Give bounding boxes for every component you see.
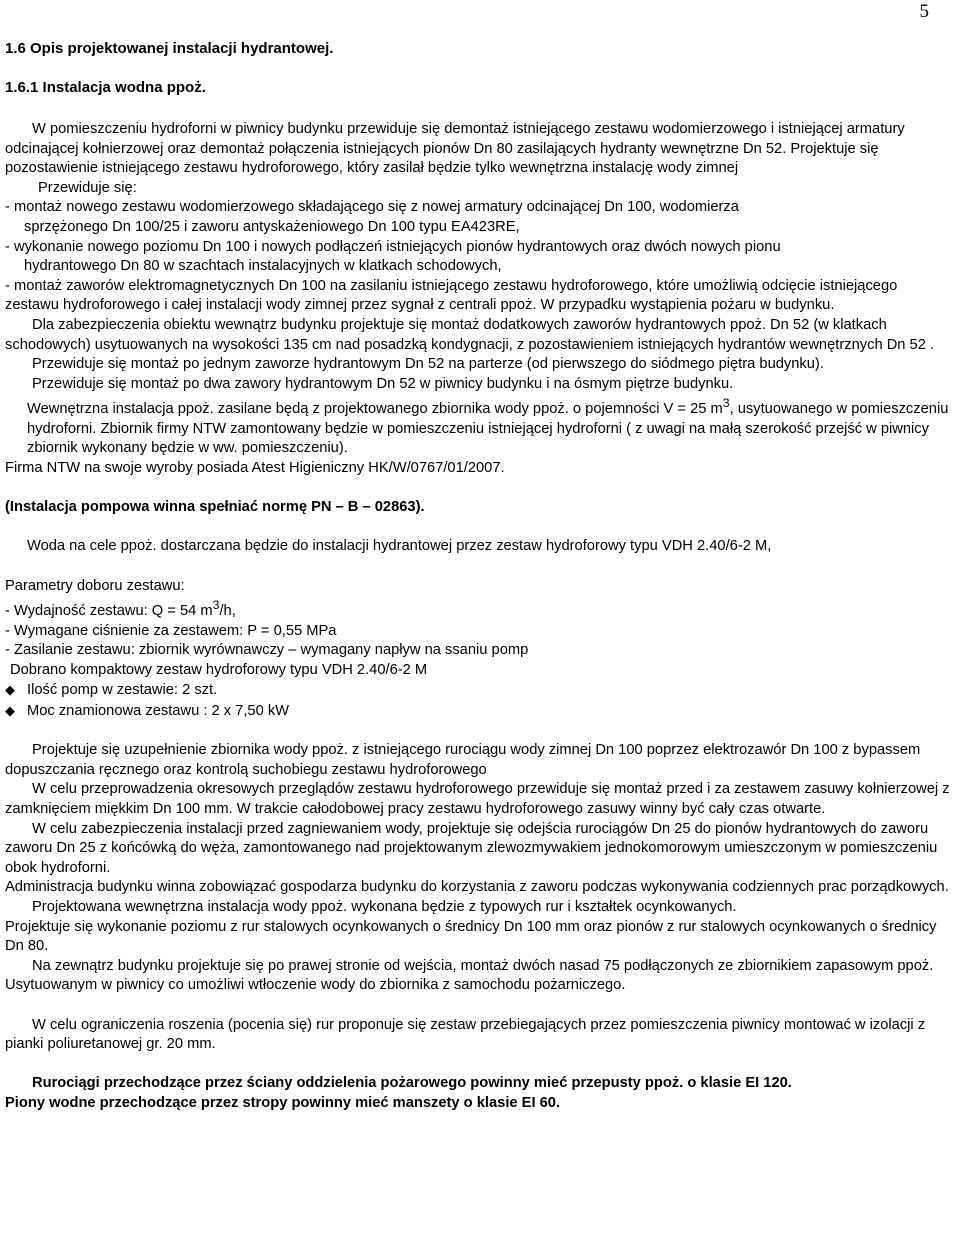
bullet-text: Moc znamionowa zestawu : 2 x 7,50 kW — [27, 703, 290, 719]
list-item-montaz-zestawu: - montaż nowego zestawu wodomierzowego składającego się z nowej armatury odcinającej Dn 100, wodomierza — [5, 199, 739, 216]
superscript: 3 — [722, 396, 730, 411]
wydajnosc-text-a: - Wydajność zestawu: Q = 54 m — [5, 603, 213, 620]
paragraph-przeglady: W celu przeprowadzenia okresowych przeglądów zestawu hydroforowego przewiduje się montaż przed i za zestawem zasuwy kołnierzowej z zamknięciem miękkim Dn 100 mm. W trakcie całodobowej pracy zestawu hydroforowego zasuwy winny być cały czas otwarte. — [5, 781, 950, 817]
paragraph-jeden-zawor: Przewiduje się montaż po jednym zaworze hydrantowym Dn 52 na parterze (od pierwszego do siódmego piętra budynku). — [32, 356, 824, 373]
paragraph-poziom-rur: Projektuje się wykonanie poziomu z rur stalowych ocynkowanych o średnicy Dn 100 mm oraz pionów z rur stalowych ocynkowanych o średnicy Dn 80. — [5, 918, 937, 955]
bullet-moc — [5, 701, 953, 722]
bullet-text: Ilość pomp w zestawie: 2 szt. — [27, 682, 218, 699]
paragraph-dwa-zawory: Przewiduje się montaż po dwa zawory hydrantowym Dn 52 w piwnicy budynku i na ósmym piętrze budynku. — [32, 375, 734, 392]
param-wydajnosc — [5, 596, 953, 621]
param-dobrano: Dobrano kompaktowy zestaw hydroforowy typu VDH 2.40/6-2 M — [10, 661, 428, 678]
param-zasilanie: - Zasilanie zestawu: zbiornik wyrównawczy – wymagany napływ na ssaniu pomp — [5, 642, 529, 659]
paragraph-parametry: Parametry doboru zestawu: — [5, 577, 185, 594]
bullet-ilosc-pomp — [5, 680, 953, 701]
paragraph-zabezpieczenie: Dla zabezpieczenia obiektu wewnątrz budynku projektuje się montaż dodatkowych zaworów hydrantowych ppoż. Dn 52 (w klatkach schodowych) usytuowanych na wysokości 135 cm nad posadzką kondygnacji, z pozostawieniem istniejących hydrantów wewnętrznych Dn 52 . — [5, 316, 935, 353]
paragraph-przewiduje: Przewiduje się: — [38, 179, 137, 196]
page-number: 5 — [919, 1, 929, 22]
list-item-zawory-elektromagnetyczne: - montaż zaworów elektromagnetycznych Dn 100 na zasilaniu istniejącego zestawu hydroforowego, które umożliwią odcięcie istniejącego zestawu hydroforowego i całej instalacji wody zimnej przez sygnał z centrali ppoż. W przypadku wystąpienia pożaru w budynku. — [5, 277, 898, 314]
paragraph-nasady: Na zewnątrz budynku projektuje się po prawej stronie od wejścia, montaż dwóch nasad 75 podłączonych ze zbiornikiem zapasowym ppoż. Usytuowanym w piwnicy co umożliwi wtłoczenie wody do zbiornika z samochodu pożarniczego. — [5, 957, 934, 994]
paragraph-administracja: Administracja budynku winna zobowiązać gospodarza budynku do korzystania z zaworu podczas wykonywania codziennych prac porządkowych. — [5, 879, 949, 896]
paragraph-demontaz: W pomieszczeniu hydroforni w piwnicy budynku przewiduje się demontaż istniejącego zestawu wodomierzowego i istniejącej armatury odcinającej kołnierzowej oraz demontaż połączenia istniejących pionów Dn 80 zasilających hydranty wewnętrzne Dn 52. Projektuje się pozostawienie istniejącego zestawu hydroforowego, który zasilał będzie tylko wewnętrzna instalację wody zimnej — [5, 121, 905, 177]
document-body — [5, 120, 953, 1113]
paragraph-woda-na-cele: Woda na cele ppoż. dostarczana będzie do instalacji hydrantowej przez zestaw hydroforowy typu VDH 2.40/6-2 M, — [27, 538, 772, 555]
paragraph-przepusty: Rurociągi przechodzące przez ściany oddzielenia pożarowego powinny mieć przepusty ppoż. o klasie EI 120. — [32, 1075, 792, 1092]
list-item-nowy-poziom: - wykonanie nowego poziomu Dn 100 i nowych podłączeń istniejących pionów hydrantowych oraz dwóch nowych pionu — [5, 238, 781, 255]
section-heading: 1.6 Opis projektowanej instalacji hydrantowej. — [5, 40, 334, 57]
param-cisnienie: - Wymagane ciśnienie za zestawem: P = 0,55 MPa — [5, 622, 337, 639]
zbiornik-text-b: , usytuowanego w pomieszczeniu hydroforni. Zbiornik firmy NTW zamontowany będzie w pomieszczeniu istniejącej hydroforni ( z uwagi na małą szerokość przejść w piwnicy zbiornik wykonany będzie w ww. pomieszczeniu). — [27, 401, 949, 457]
wydajnosc-text-b: /h, — [219, 603, 236, 620]
paragraph-atest: Firma NTW na swoje wyroby posiada Atest Higieniczny HK/W/0767/01/2007. — [5, 459, 505, 476]
paragraph-projektowana: Projektowana wewnętrzna instalacja wody ppoż. wykonana będzie z typowych rur i kształtek ocynkowanych. — [32, 898, 737, 915]
paragraph-zbiornik — [5, 394, 953, 459]
list-item-nowy-poziom-cont: hydrantowego Dn 80 w szachtach instalacyjnych w klatkach schodowych, — [24, 258, 502, 275]
paragraph-zagniewanie: W celu zabezpieczenia instalacji przed zagniewaniem wody, projektuje się odejścia rurociągów Dn 25 do pionów hydrantowych do zaworu zaworu Dn 25 z końcówką do węża, zamontowanego nad projektowanym zlewozmywakiem jednokomorowym umieszczonym w pomieszczeniu obok hydroforni. — [5, 820, 938, 876]
diamond-bullet-icon: ◆ — [5, 703, 15, 718]
paragraph-roszenie: W celu ograniczenia roszenia (pocenia się) rur proponuje się zestaw przebiegających przez pomieszczenia piwnicy montować w izolacji z pianki poliuretanowej gr. 20 mm. — [5, 1016, 926, 1053]
paragraph-uzupelnienie: Projektuje się uzupełnienie zbiornika wody ppoż. z istniejącego rurociągu wody zimnej Dn 100 poprzez elektrozawór Dn 100 z bypassem dopuszczania ręcznego oraz kontrolą suchobiegu zestawu hydroforowego — [5, 742, 921, 778]
subsection-heading: 1.6.1 Instalacja wodna ppoż. — [5, 79, 206, 96]
diamond-bullet-icon: ◆ — [5, 682, 15, 698]
list-item-montaz-zestawu-cont: sprzężonego Dn 100/25 i zaworu antyskażeniowego Dn 100 typu EA423RE, — [24, 218, 520, 235]
paragraph-manszety: Piony wodne przechodzące przez stropy powinny mieć manszety o klasie EI 60. — [5, 1094, 561, 1111]
paragraph-norma: (Instalacja pompowa winna spełniać normę PN – B – 02863). — [5, 499, 425, 516]
superscript: 3 — [212, 598, 220, 613]
zbiornik-text-a: Wewnętrzna instalacja ppoż. zasilane będą z projektowanego zbiornika wody ppoż. o pojemności V = 25 m — [27, 401, 723, 418]
